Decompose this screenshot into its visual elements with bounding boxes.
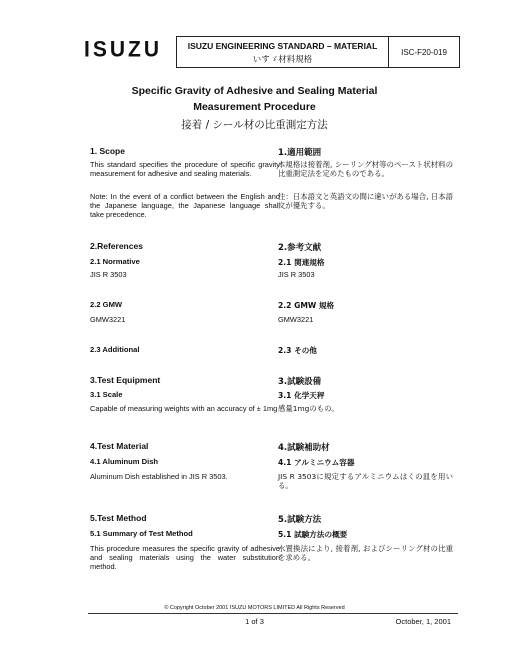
references-heading-en: 2.References: [90, 241, 143, 251]
standard-code: ISC-F20-019: [401, 47, 447, 57]
additional-heading-en: 2.3 Additional: [90, 345, 140, 354]
dish-heading-ja: 4.1 アルミニウム容器: [278, 458, 355, 467]
normative-heading-ja: 2.1 関連規格: [278, 258, 325, 267]
standard-title-ja: いすゞ材料規格: [252, 55, 313, 65]
scale-text-ja: 感量1mgのもの。: [278, 404, 339, 413]
footer-copyright: © Copyright October 2001 ISUZU MOTORS LIMITED All Rights Reserved: [164, 605, 345, 611]
normative-heading-en: 2.1 Normative: [90, 257, 140, 266]
summary-text-ja: 水置換法により, 接着剤, およびシーリング材の比重を求める。: [278, 544, 453, 563]
material-heading-en: 4.Test Material: [90, 441, 149, 451]
method-heading-en: 5.Test Method: [90, 513, 147, 523]
scope-heading-en: 1. Scope: [90, 146, 125, 156]
scope-heading-ja: 1.適用範囲: [278, 148, 322, 158]
additional-heading-ja: 2.3 その他: [278, 346, 317, 355]
header-box: [176, 36, 460, 68]
scope-text-en: This standard specifies the procedure of specific gravity measurement for adhesive and sealing materials.: [90, 160, 280, 179]
summary-heading-ja: 5.1 試験方法の概要: [278, 530, 348, 539]
dish-text-en: Aluminum Dish established in JIS R 3503.: [90, 472, 228, 481]
standard-title-cell: [177, 37, 389, 67]
gmw-heading-en: 2.2 GMW: [90, 300, 123, 309]
scope-note-ja: 注：日本語文と英語文の間に違いがある場合, 日本語文が優先する。: [278, 192, 453, 211]
method-heading-ja: 5.試験方法: [278, 515, 322, 525]
summary-text-en: This procedure measures the specific gravity of adhesive and sealing materials using the water substitution method.: [90, 544, 280, 572]
scale-text-en: Capable of measuring weights with an accuracy of ± 1mg: [90, 404, 278, 413]
document-title-line1: Specific Gravity of Adhesive and Sealing Material: [131, 85, 378, 97]
gmw-value-en: GMW3221: [90, 315, 126, 324]
summary-heading-en: 5.1 Summary of Test Method: [90, 529, 193, 538]
references-heading-ja: 2.参考文献: [278, 243, 322, 253]
footer-date: October, 1, 2001: [395, 617, 451, 626]
document-title-ja: 接着 / シール材の比重測定方法: [181, 119, 328, 131]
material-heading-ja: 4.試験補助材: [278, 443, 330, 453]
scope-text-ja: 本規格は接着剤, シーリング材等のペースト状材料の比重測定法を定めたものである。: [278, 160, 453, 179]
scale-heading-en: 3.1 Scale: [90, 390, 123, 399]
isuzu-logo: ISUZU: [84, 37, 162, 62]
normative-value-en: JIS R 3503: [90, 270, 127, 279]
normative-value-ja: JIS R 3503: [278, 270, 315, 279]
dish-heading-en: 4.1 Aluminum Dish: [90, 457, 159, 466]
standard-title-en: ISUZU ENGINEERING STANDARD – MATERIAL: [187, 41, 378, 51]
footer-divider: [88, 613, 458, 614]
equipment-heading-en: 3.Test Equipment: [90, 375, 161, 385]
gmw-heading-ja: 2.2 GMW 規格: [278, 301, 335, 310]
scope-note-en: Note: In the event of a conflict between the English and the Japanese language, the Japanese language shall take precedence.: [90, 192, 280, 220]
dish-text-ja: JIS R 3503に規定するアルミニウムはくの皿を用いる。: [278, 472, 453, 491]
equipment-heading-ja: 3.試験設備: [278, 377, 322, 387]
scale-heading-ja: 3.1 化学天秤: [278, 391, 325, 400]
gmw-value-ja: GMW3221: [278, 315, 314, 324]
footer-page-number: 1 of 3: [245, 617, 264, 626]
document-title-line2: Measurement Procedure: [193, 101, 316, 113]
